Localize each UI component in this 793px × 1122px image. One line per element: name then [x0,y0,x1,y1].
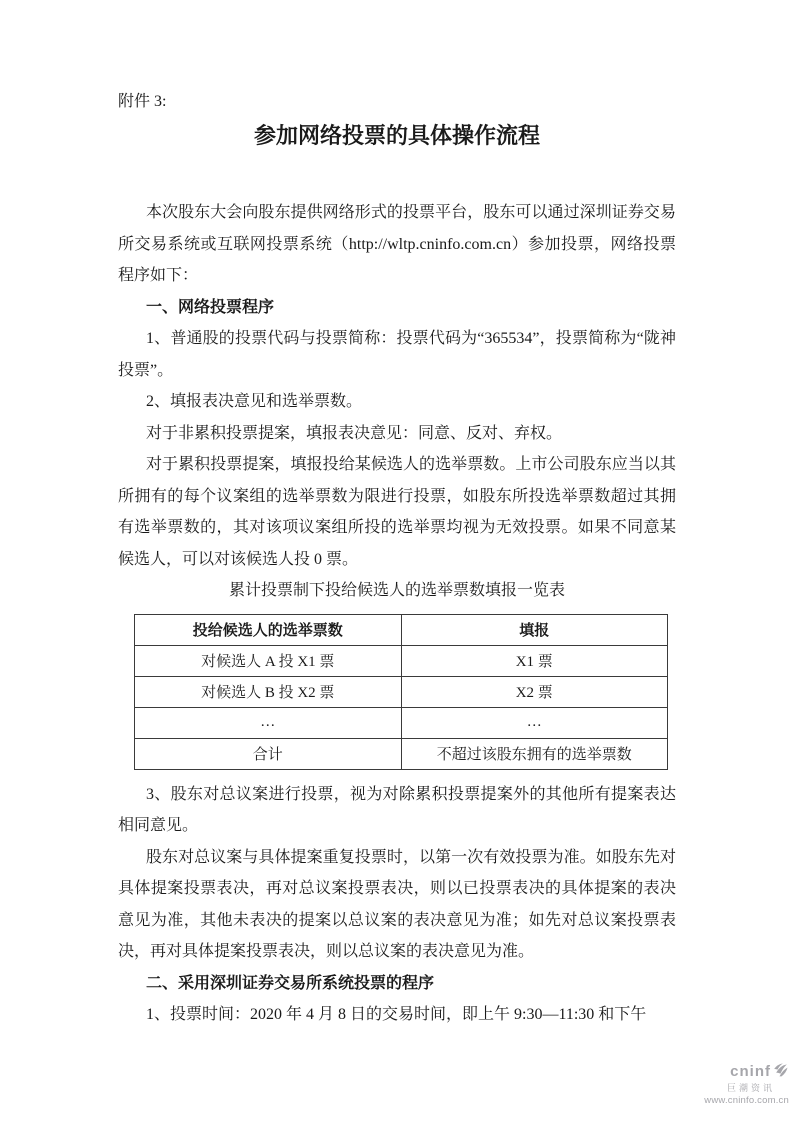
intro-paragraph: 本次股东大会向股东提供网络形式的投票平台，股东可以通过深圳证券交易所交易系统或互联网投票系统（http://wltp.cninfo.com.cn）参加投票，网络投票程序如下： [118,204,676,284]
table-cell: 对候选人 B 投 X2 票 [135,676,402,707]
table-header-fill: 填报 [401,614,668,645]
cninfo-website: www.cninfo.com.cn [704,1094,789,1106]
cninfo-swirl-icon [772,1062,789,1083]
table-row [135,707,668,738]
section-1-paragraph-3: 对于非累积投票提案，填报表决意见：同意、反对、弃权。 [146,424,563,442]
cninfo-logo-row [704,1062,789,1083]
section-1-paragraph-5: 3、股东对总议案进行投票，视为对除累积投票提案外的其他所有提案表达相同意见。 [118,785,676,834]
section-2-heading: 二、采用深圳证券交易所系统投票的程序 [146,974,435,992]
section-1-heading: 一、网络投票程序 [146,298,275,316]
table-cell: X2 票 [401,676,668,707]
table-header-row [135,614,668,645]
section-1-paragraph-2: 2、填报表决意见和选举票数。 [146,393,363,410]
table-caption: 累计投票制下投给候选人的选举票数填报一览表 [228,582,565,599]
cumulative-voting-table [134,614,668,770]
section-1-paragraph-4: 对于累积投票提案，填报投给某候选人的选举票数。上市公司股东应当以其所拥有的每个议案组的选举票数为限进行投票，如股东所投选举票数超过其拥有选举票数的，其对该项议案组所投的选举票均视为无效投票。如果不同意某候选人，可以对该候选人投 0 票。 [118,456,676,568]
table-cell: 不超过该股东拥有的选举票数 [401,738,668,769]
table-cell: 合计 [135,738,402,769]
cninfo-chinese-name: 巨潮资讯 [726,1082,775,1093]
table-cell: … [401,707,668,738]
table-row [135,676,668,707]
section-1-paragraph-1: 1、普通股的投票代码与投票简称：投票代码为“365534”，投票简称为“陇神投票”。 [118,330,676,379]
table-row [135,645,668,676]
section-2-paragraph-1: 1、投票时间：2020 年 4 月 8 日的交易时间，即上午 9:30—11:30 和下午 [146,1006,647,1023]
table-row [135,738,668,769]
table-cell: X1 票 [401,645,668,676]
cninfo-wordmark: cninf [730,1063,771,1081]
attachment-label: 附件 3: [118,93,167,110]
page-title: 参加网络投票的具体操作流程 [253,123,540,148]
table-cell: … [135,707,402,738]
table-cell: 对候选人 A 投 X1 票 [135,645,402,676]
section-1-paragraph-6: 股东对总议案与具体提案重复投票时，以第一次有效投票为准。如股东先对具体提案投票表决，再对总议案投票表决，则以已投票表决的具体提案的表决意见为准，其他未表决的提案以总议案的表决意见为准；如先对总议案投票表决，再对具体提案投票表决，则以总议案的表决意见为准。 [118,848,676,960]
table-header-votes: 投给候选人的选举票数 [135,614,402,645]
cninfo-logo [704,1062,789,1106]
